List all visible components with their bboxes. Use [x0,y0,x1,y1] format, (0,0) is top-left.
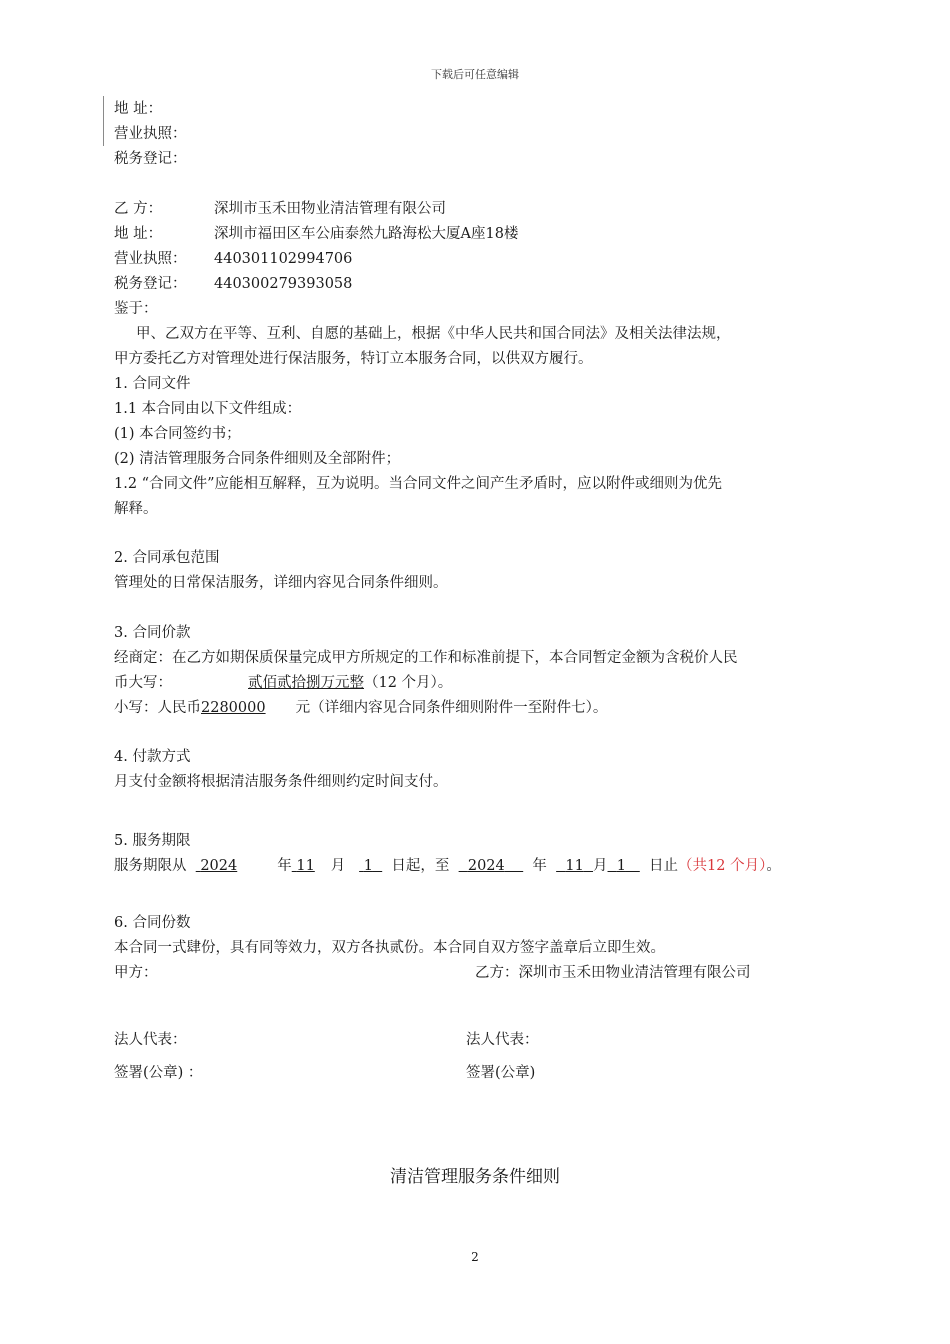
party-a-tax-label: 税务登记： [114,151,187,167]
year-label-2: 年 [532,858,547,874]
section-4-line-1: 月支付金额将根据清洁服务条件细则约定时间支付。 [114,774,448,790]
page-header: 下载后可任意编辑 [431,68,519,81]
party-a-license-label: 营业执照： [114,126,187,142]
start-year-text: 2024 [200,858,238,874]
party-b-license: 440301102994706 [214,251,353,267]
end-year [459,858,524,874]
party-b-label: 乙 方： [114,201,163,217]
end-day-text: 1 [616,858,626,874]
end-day [608,858,640,874]
amount-words-suffix: （12 个月）。 [364,675,453,691]
end-month-text: 11 [565,858,584,874]
party-b-seal-label: 签署(公章) [466,1065,536,1081]
next-section-title: 清洁管理服务条件细则 [390,1167,560,1187]
start-suffix: 日起，至 [391,858,450,874]
amount-words-prefix: 币大写： [114,675,172,691]
section-1-heading: 1. 合同文件 [114,376,191,392]
party-b-row [114,200,446,218]
section-1-line-1: 1.1 本合同由以下文件组成： [114,401,302,417]
amount-num-prefix: 小写：人民币 [114,700,201,716]
whereas-label: 鉴于： [114,301,158,317]
section-5-heading: 5. 服务期限 [114,833,191,849]
service-period-line [114,857,781,875]
amount-in-numbers [201,700,296,716]
party-b-tax-label: 税务登记： [114,276,187,292]
start-month-text: 11 [296,858,315,874]
section-3-line-2 [114,674,452,692]
year-label-1: 年 [277,858,292,874]
party-a-seal-label: 签署(公章) ： [114,1065,203,1081]
section-3-heading: 3. 合同价款 [114,625,191,641]
period-end: 。 [766,858,781,874]
amount-words-text: 贰佰贰拾捌万元整 [248,675,364,691]
party-b-tax: 440300279393058 [214,276,353,292]
month-label-2: 月 [593,858,608,874]
duration-note: （共12 个月） [678,858,767,874]
start-month [292,858,331,874]
party-b-address-row [114,225,518,243]
amount-num-text: 2280000 [201,700,266,716]
whereas-paragraph-line-1: 甲、乙双方在平等、互利、自愿的基础上，根据《中华人民共和国合同法》及相关法律法规， [136,326,731,342]
party-a-representative-label: 法人代表： [114,1032,187,1048]
amount-num-suffix: 元（详细内容见合同条件细则附件一至附件七）。 [295,700,608,716]
signature-party-b-label: 乙方：深圳市玉禾田物业清洁管理有限公司 [475,965,751,981]
section-6-line-1: 本合同一式肆份，具有同等效力，双方各执贰份。本合同自双方签字盖章后立即生效。 [114,940,665,956]
amount-in-words [172,675,364,691]
section-3-line-1: 经商定：在乙方如期保质保量完成甲方所规定的工作和标准前提下，本合同暂定金额为含税价人民 [114,650,738,666]
party-b-tax-row [114,275,352,293]
start-day-text: 1 [363,858,373,874]
page-number: 2 [471,1250,479,1264]
section-2-line-1: 管理处的日常保洁服务，详细内容见合同条件细则。 [114,575,448,591]
party-b-name: 深圳市玉禾田物业清洁管理有限公司 [214,201,446,217]
section-2-heading: 2. 合同承包范围 [114,550,220,566]
month-label-1: 月 [330,858,346,874]
start-day [359,858,382,874]
end-month [556,858,593,874]
end-year-text: 2024 [467,858,505,874]
section-1-line-5: 解释。 [114,501,158,517]
party-b-address: 深圳市福田区车公庙泰然九路海松大厦A座18楼 [214,226,519,242]
margin-revision-bar [103,96,104,146]
section-6-heading: 6. 合同份数 [114,915,191,931]
section-1-line-4: 1.2 “合同文件”应能相互解释，互为说明。当合同文件之间产生矛盾时，应以附件或细则为优先 [114,476,722,492]
party-a-address-label: 地 址： [114,101,163,117]
section-1-line-3: (2) 清洁管理服务合同条件细则及全部附件； [114,451,401,467]
party-b-address-label: 地 址： [114,226,163,242]
party-b-representative-label: 法人代表： [466,1032,539,1048]
party-b-license-label: 营业执照： [114,251,187,267]
whereas-paragraph-line-2: 甲方委托乙方对管理处进行保洁服务，特订立本服务合同，以供双方履行。 [114,351,593,367]
start-year [196,858,278,874]
end-suffix: 日止 [649,858,679,874]
section-4-heading: 4. 付款方式 [114,749,191,765]
signature-party-a-label: 甲方： [114,965,158,981]
period-prefix: 服务期限从 [114,858,187,874]
section-1-line-2: (1) 本合同签约书； [114,426,241,442]
section-3-line-3 [114,699,607,717]
party-b-license-row [114,250,352,268]
